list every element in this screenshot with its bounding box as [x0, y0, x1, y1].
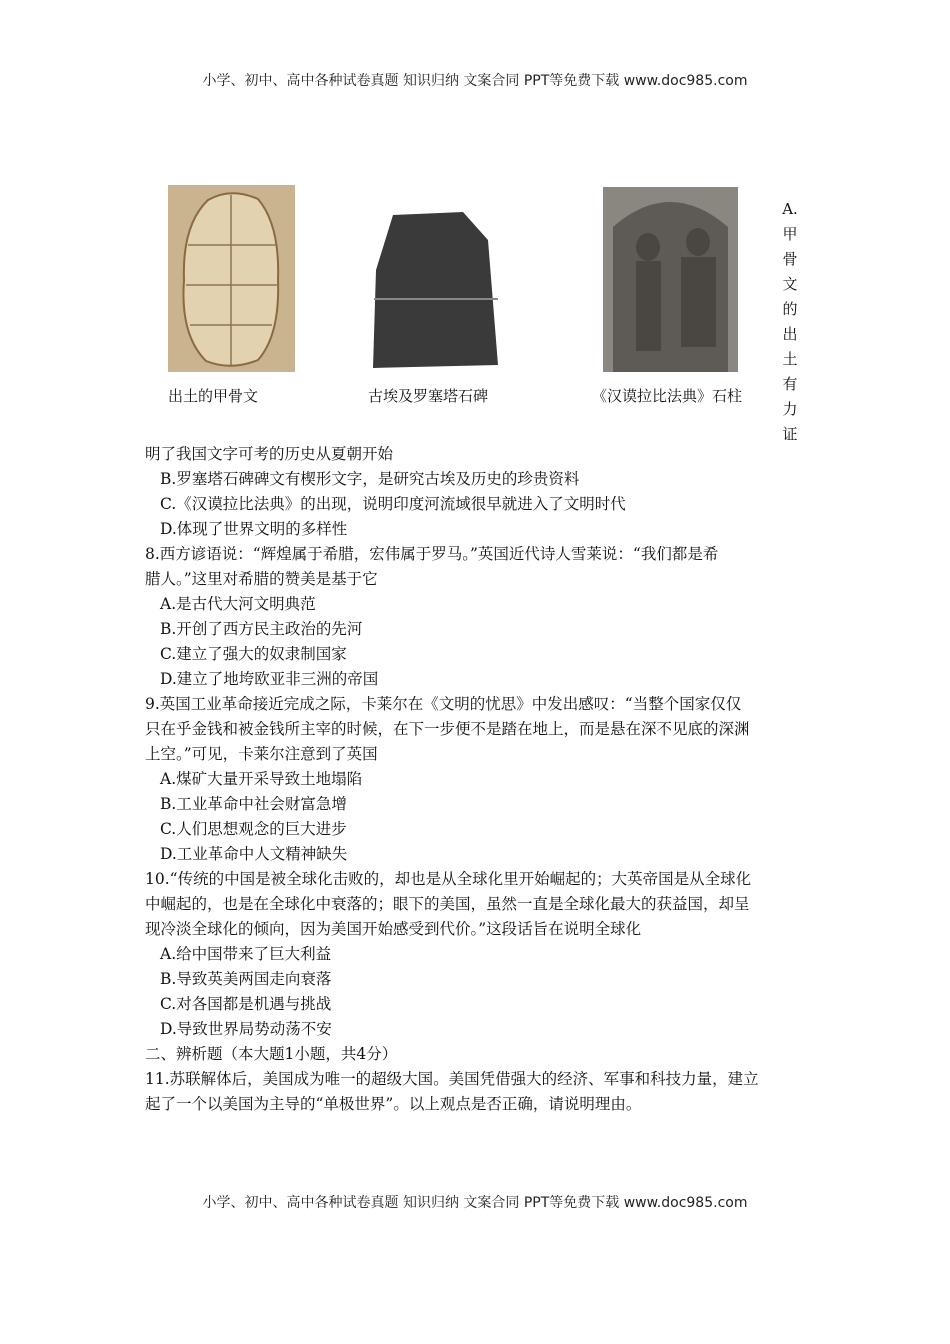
- answer-option: D.工业革命中人文精神缺失: [160, 845, 348, 863]
- image-caption: 《汉谟拉比法典》石柱: [592, 387, 743, 405]
- page-footer: 小学、初中、高中各种试卷真题 知识归纳 文案合同 PPT等免费下载 www.doc985.com: [202, 1195, 748, 1211]
- question-text-line: 11.苏联解体后，美国成为唯一的超级大国。美国凭借强大的经济、军事和科技力量，建立: [145, 1070, 759, 1088]
- answer-option: B.罗塞塔石碑碑文有楔形文字，是研究古埃及历史的珍贵资料: [160, 470, 580, 488]
- question-text-line: 明了我国文字可考的历史从夏朝开始: [145, 445, 394, 463]
- vertical-char: 出: [782, 325, 798, 343]
- page-header: 小学、初中、高中各种试卷真题 知识归纳 文案合同 PPT等免费下载 www.doc985.com: [202, 73, 748, 89]
- image-caption: 出土的甲骨文: [168, 387, 259, 405]
- answer-option: A.给中国带来了巨大利益: [160, 945, 332, 963]
- question-text-line: 上空。”可见，卡莱尔注意到了英国: [145, 745, 378, 763]
- question-text-line: 现冷淡全球化的倾向，因为美国开始感受到代价。”这段话旨在说明全球化: [145, 920, 642, 938]
- question-text-line: 中崛起的，也是在全球化中衰落的；眼下的美国，虽然一直是全球化最大的获益国，却呈: [145, 895, 750, 913]
- question-text-line: 腊人。”这里对希腊的赞美是基于它: [145, 570, 378, 588]
- answer-option: D.导致世界局势动荡不安: [160, 1020, 332, 1038]
- vertical-char: A.: [782, 200, 798, 218]
- answer-option: D.体现了世界文明的多样性: [160, 520, 348, 538]
- vertical-char: 的: [782, 300, 798, 318]
- answer-option: C.建立了强大的奴隶制国家: [160, 645, 347, 663]
- vertical-char: 甲: [782, 225, 798, 243]
- answer-option: D.建立了地垮欧亚非三洲的帝国: [160, 670, 379, 688]
- option-a-vertical: [781, 197, 799, 447]
- answer-option: B.导致英美两国走向衰落: [160, 970, 332, 988]
- answer-option: A.是古代大河文明典范: [160, 595, 316, 613]
- answer-option: C.人们思想观念的巨大进步: [160, 820, 347, 838]
- rosetta-stone-image: [368, 210, 500, 370]
- answer-option: C.《汉谟拉比法典》的出现，说明印度河流域很早就进入了文明时代: [160, 495, 626, 513]
- vertical-char: 文: [782, 275, 798, 293]
- question-text-line: 二、辨析题（本大题1小题，共4分）: [145, 1045, 398, 1063]
- vertical-char: 力: [782, 400, 798, 418]
- oracle-bone-image: [168, 185, 295, 372]
- answer-option: B.开创了西方民主政治的先河: [160, 620, 363, 638]
- answer-option: B.工业革命中社会财富急增: [160, 795, 347, 813]
- hammurabi-stele-image: [603, 187, 738, 372]
- vertical-char: 证: [782, 425, 798, 443]
- question-text-line: 8.西方谚语说：“辉煌属于希腊，宏伟属于罗马。”英国近代诗人雪莱说：“我们都是希: [145, 545, 719, 563]
- answer-option: C.对各国都是机遇与挑战: [160, 995, 332, 1013]
- vertical-char: 骨: [782, 250, 798, 268]
- question-text-line: 10.“传统的中国是被全球化击败的，却也是从全球化里开始崛起的；大英帝国是从全球化: [145, 870, 752, 888]
- question-text-line: 起了一个以美国为主导的“单极世界”。以上观点是否正确，请说明理由。: [145, 1095, 642, 1113]
- vertical-char: 土: [782, 350, 798, 368]
- answer-option: A.煤矿大量开采导致土地塌陷: [160, 770, 363, 788]
- question-body: [145, 442, 815, 1117]
- question-text-line: 只在乎金钱和被金钱所主宰的时候，在下一步便不是踏在地上，而是悬在深不见底的深渊: [145, 720, 750, 738]
- vertical-char: 有: [782, 375, 798, 393]
- image-caption: 古埃及罗塞塔石碑: [368, 387, 489, 405]
- question-text-line: 9.英国工业革命接近完成之际，卡莱尔在《文明的忧思》中发出感叹：“当整个国家仅仅: [145, 695, 742, 713]
